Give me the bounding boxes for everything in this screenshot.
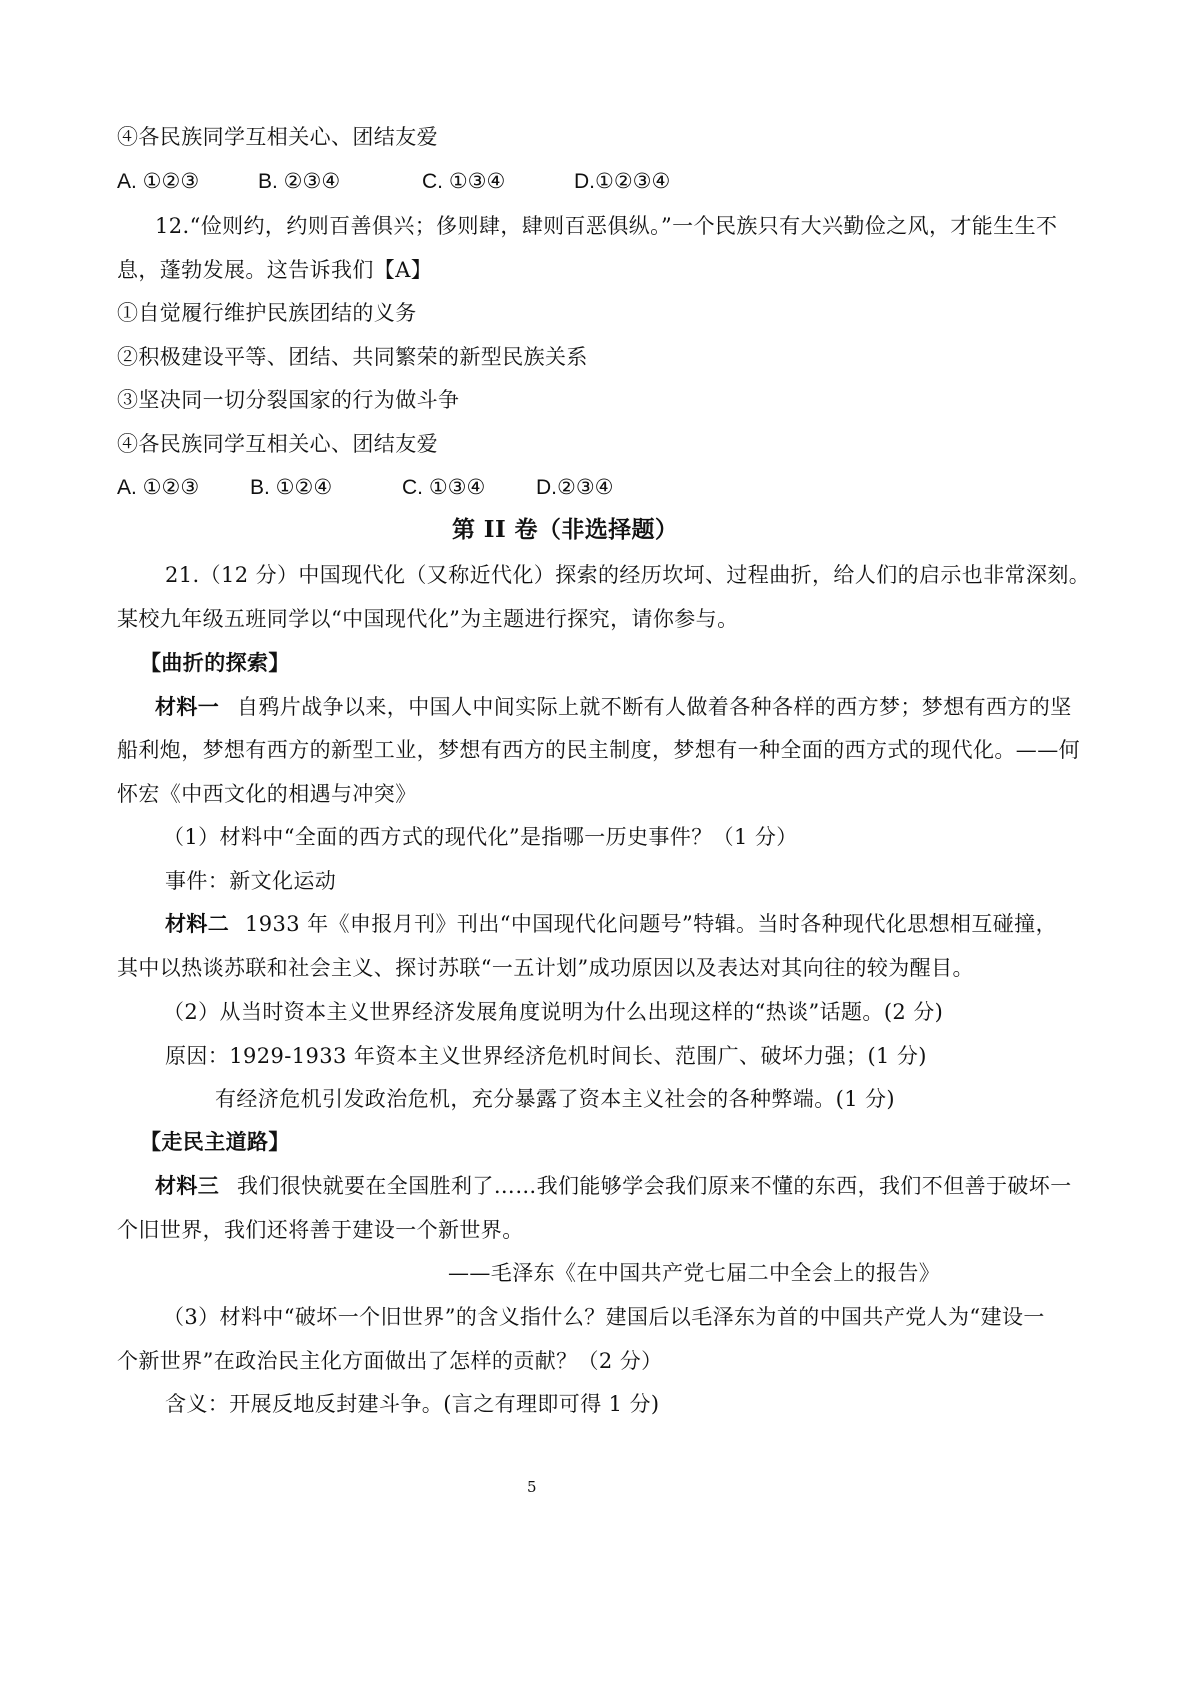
material-1-line-1: 自鸦片战争以来，中国人中间实际上就不断有人做着各种各样的西方梦；梦想有西方的坚 (237, 695, 1072, 719)
answer-option-a: A. ①②③ (117, 170, 200, 193)
answer-option-c: C. ①③④ (422, 170, 506, 193)
q12-item-3: ③坚决同一切分裂国家的行为做斗争 (117, 388, 460, 412)
material-1-label: 材料一 (155, 694, 220, 719)
q12-option-b: B. ①②④ (250, 476, 333, 499)
q12-option-d: D.②③④ (536, 476, 614, 499)
material-2-line-1: 1933 年《申报月刊》刊出“中国现代化问题号”特辑。当时各种现代化思想相互碰撞， (245, 912, 1057, 936)
material-1-source: 怀宏《中西文化的相遇与冲突》 (117, 782, 417, 806)
q12-stem-line-2: 息，蓬勃发展。这告诉我们【A】 (117, 258, 433, 282)
page-number: 5 (527, 1478, 537, 1496)
answer-option-d: D.①②③④ (574, 170, 671, 193)
heading-tortuous-exploration: 【曲折的探索】 (140, 650, 290, 675)
q12-item-2: ②积极建设平等、团结、共同繁荣的新型民族关系 (117, 345, 588, 369)
material-1-line-2: 船利炮，梦想有西方的新型工业，梦想有西方的民主制度，梦想有一种全面的西方式的现代化。——何 (117, 738, 1080, 762)
q12-stem-line-1: 12.“俭则约，约则百善俱兴；侈则肆，肆则百恶俱纵。”一个民族只有大兴勤俭之风，才能生生不 (155, 214, 1058, 238)
q12-option-a: A. ①②③ (117, 476, 200, 499)
material-2-label: 材料二 (165, 911, 230, 936)
q12-option-c: C. ①③④ (402, 476, 486, 499)
material-3-line-2: 个旧世界，我们还将善于建设一个新世界。 (117, 1218, 524, 1242)
section-title: 第 II 卷（非选择题） (452, 516, 679, 543)
question-3-line-1: （3）材料中“破坏一个旧世界”的含义指什么？建国后以毛泽东为首的中国共产党人为“建设一 (163, 1305, 1045, 1329)
question-1: （1）材料中“全面的西方式的现代化”是指哪一历史事件？（1 分） (163, 825, 798, 849)
answer-option-b: B. ②③④ (258, 170, 341, 193)
answer-2-line-2: 有经济危机引发政治危机，充分暴露了资本主义社会的各种弊端。(1 分) (215, 1087, 896, 1111)
q12-item-1: ①自觉履行维护民族团结的义务 (117, 301, 417, 325)
answer-2-line-1: 原因：1929-1933 年资本主义世界经济危机时间长、范围广、破坏力强；(1 分) (165, 1044, 927, 1068)
material-3-source: ——毛泽东《在中国共产党七届二中全会上的报告》 (448, 1261, 941, 1285)
q21-intro-line-1: 21.（12 分）中国现代化（又称近代化）探索的经历坎坷、过程曲折，给人们的启示也非常深刻。 (165, 563, 1091, 587)
q21-intro-line-2: 某校九年级五班同学以“中国现代化”为主题进行探究，请你参与。 (117, 607, 739, 631)
answer-1: 事件：新文化运动 (165, 869, 337, 893)
material-2-line-2: 其中以热谈苏联和社会主义、探讨苏联“一五计划”成功原因以及表达对其向往的较为醒目。 (117, 956, 974, 980)
material-3-line-1: 我们很快就要在全国胜利了……我们能够学会我们原来不懂的东西，我们不但善于破坏一 (237, 1174, 1072, 1198)
q12-item-4: ④各民族同学互相关心、团结友爱 (117, 432, 438, 456)
question-3-line-2: 个新世界”在政治民主化方面做出了怎样的贡献？（2 分） (117, 1349, 663, 1373)
answer-3: 含义：开展反地反封建斗争。(言之有理即可得 1 分) (165, 1392, 660, 1416)
option-item-4: ④各民族同学互相关心、团结友爱 (117, 125, 438, 149)
heading-democratic-road: 【走民主道路】 (140, 1129, 290, 1154)
question-2: （2）从当时资本主义世界经济发展角度说明为什么出现这样的“热谈”话题。(2 分) (163, 1000, 944, 1024)
material-3-label: 材料三 (155, 1173, 220, 1198)
